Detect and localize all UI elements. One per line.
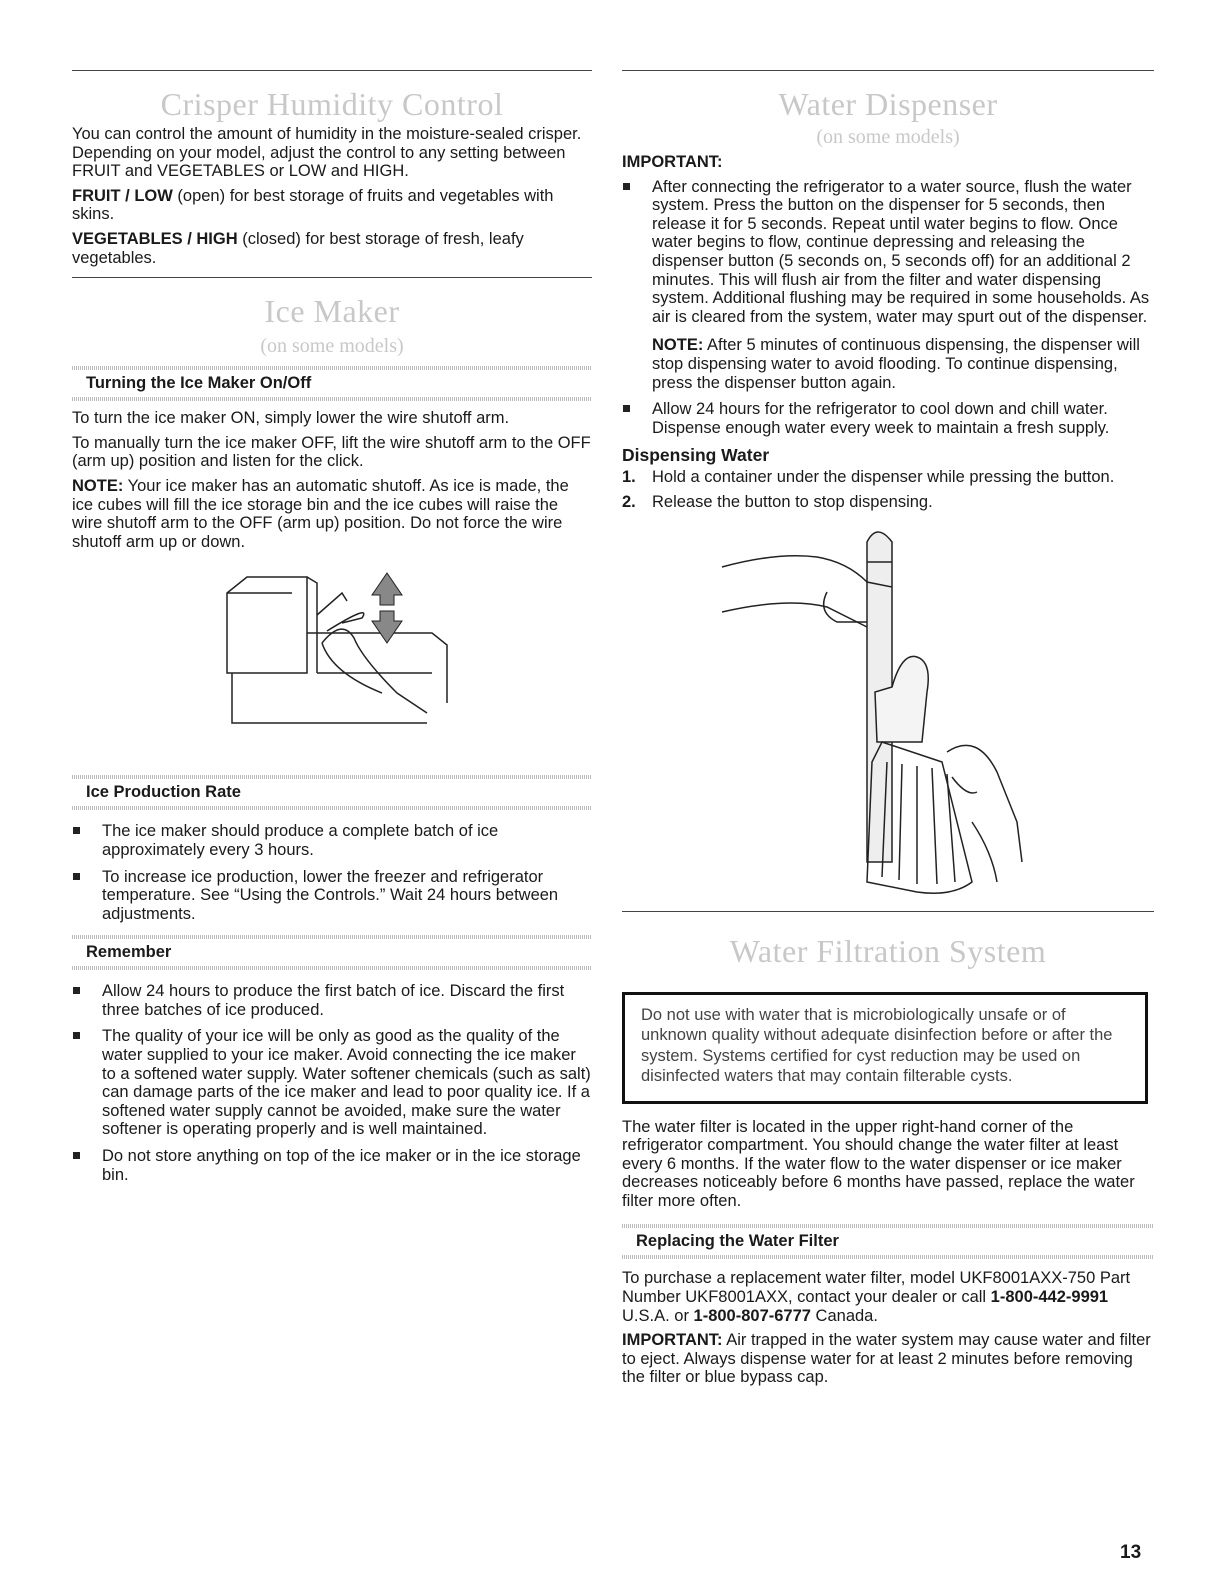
dispensing-water-heading: Dispensing Water bbox=[622, 445, 770, 466]
veg-text: (closed) for best storage of fresh, leafy vegetables. bbox=[72, 229, 524, 267]
crisper-fruit-paragraph bbox=[72, 187, 592, 224]
important-label: IMPORTANT: bbox=[622, 1331, 723, 1350]
phone-us: 1-800-442-9991 bbox=[990, 1288, 1109, 1307]
fruit-label: FRUIT / LOW bbox=[72, 186, 173, 205]
step-number: 2. bbox=[622, 492, 636, 511]
step-number: 1. bbox=[622, 468, 636, 487]
veg-label: VEGETABLES / HIGH bbox=[72, 229, 238, 248]
rate-heading: Ice Production Rate bbox=[72, 775, 592, 810]
onoff-heading: Turning the Ice Maker On/Off bbox=[72, 366, 592, 401]
phone-canada: 1-800-807-6777 bbox=[693, 1306, 811, 1325]
crisper-intro: You can control the amount of humidity in the moisture-sealed crisper. Depending on your model, adjust the control to any setting between FRUIT and VEGETABLES or LOW and HIGH. bbox=[72, 125, 582, 181]
purchase-paragraph bbox=[622, 1269, 1154, 1325]
section-rule bbox=[72, 277, 592, 278]
ice-maker-title: Ice Maker bbox=[264, 293, 400, 330]
section-rule bbox=[622, 70, 1154, 71]
water-dispenser-subtitle: (on some models) bbox=[816, 126, 960, 148]
list-item: Allow 24 hours for the refrigerator to cool down and chill water. Dispense enough water every week to maintain a fresh supply. bbox=[622, 400, 1154, 437]
dispensing-steps bbox=[622, 468, 1154, 511]
important-label: IMPORTANT: bbox=[622, 153, 723, 171]
page-number: 13 bbox=[1120, 1542, 1142, 1563]
note-label: NOTE: bbox=[72, 476, 124, 495]
dispenser-illustration bbox=[717, 522, 1057, 897]
flush-instructions: After connecting the refrigerator to a water source, flush the water system. Press the button on the dispenser for 5 seconds, then release it for 5 seconds. Repeat until water begins to flow. Once water begins to flow, continue depressing and releasing the dispenser button (5 seconds on, 5 seconds off) for an additional 2 minutes. This will flush air from the filter and water dispensing system. Additional flushing may be required in some households. As air is cleared from the system, water may spurt out of the dispenser. bbox=[652, 177, 1150, 326]
fruit-text: (open) for best storage of fruits and vegetables with skins. bbox=[72, 186, 554, 224]
ice-maker-note bbox=[72, 477, 592, 551]
step-text: Release the button to stop dispensing. bbox=[652, 492, 933, 511]
list-item bbox=[622, 178, 1154, 393]
section-rule bbox=[622, 911, 1154, 912]
onoff-paragraph-1: To turn the ice maker ON, simply lower the wire shutoff arm. bbox=[72, 409, 510, 428]
warning-box: Do not use with water that is microbiologically unsafe or of unknown quality without adequate disinfection before or after the system. Systems certified for cyst reduction may be used on disinfected waters that may contain filterable cysts. bbox=[622, 992, 1148, 1104]
list-item: The ice maker should produce a complete batch of ice approximately every 3 hours. bbox=[72, 822, 592, 859]
list-item: The quality of your ice will be only as good as the quality of the water supplied to your ice maker. Avoid connecting the ice maker to a softened water supply. Water softener chemicals (such as salt) can damage parts of the ice maker and lead to poor quality ice. If a softened water supply cannot be avoided, make sure the water softener is operating properly and is well maintained. bbox=[72, 1027, 592, 1139]
purchase-text: U.S.A. or bbox=[622, 1306, 694, 1325]
note-label: NOTE: bbox=[652, 336, 704, 355]
step-text: Hold a container under the dispenser while pressing the button. bbox=[652, 468, 1115, 487]
step-item bbox=[622, 468, 1154, 487]
note-text: After 5 minutes of continuous dispensing, the dispenser will stop dispensing water to avoid flooding. To continue dispensing, press the dispenser button again. bbox=[652, 336, 1140, 392]
purchase-text: Canada. bbox=[810, 1306, 878, 1325]
list-item: Do not store anything on top of the ice maker or in the ice storage bin. bbox=[72, 1147, 592, 1184]
onoff-paragraph-2: To manually turn the ice maker OFF, lift the wire shutoff arm to the OFF (arm up) position and listen for the click. bbox=[72, 433, 591, 471]
crisper-veg-paragraph bbox=[72, 230, 592, 267]
important-text: Air trapped in the water system may cause water and filter to eject. Always dispense water for at least 2 minutes before removing the filter or blue bypass cap. bbox=[622, 1331, 1151, 1387]
rate-list bbox=[72, 822, 592, 923]
list-item: Allow 24 hours to produce the first batch of ice. Discard the first three batches of ice produced. bbox=[72, 982, 592, 1019]
dispenser-list bbox=[622, 178, 1154, 438]
remember-list bbox=[72, 982, 592, 1184]
remember-heading: Remember bbox=[72, 935, 592, 970]
filter-important-paragraph bbox=[622, 1331, 1154, 1387]
right-column bbox=[622, 70, 1154, 1393]
dispenser-note bbox=[652, 336, 1154, 392]
replacing-filter-heading: Replacing the Water Filter bbox=[622, 1224, 1154, 1259]
filter-location-paragraph: The water filter is located in the upper right-hand corner of the refrigerator compartment. You should change the water filter at least every 6 months. If the water flow to the water dispenser or ice maker decreases noticeably before 6 months have passed, replace the water filter more often. bbox=[622, 1117, 1135, 1210]
section-rule bbox=[72, 70, 592, 71]
note-text: Your ice maker has an automatic shutoff. As ice is made, the ice cubes will fill the ice storage bin and the ice cubes will raise the wire shutoff arm to the OFF (arm up) position. Do not force the wire shutoff arm up or down. bbox=[72, 476, 569, 551]
water-filtration-title: Water Filtration System bbox=[729, 932, 1047, 969]
ice-maker-illustration bbox=[222, 563, 462, 753]
left-column bbox=[72, 70, 592, 1192]
list-item: To increase ice production, lower the freezer and refrigerator temperature. See “Using the Controls.” Wait 24 hours between adjustments. bbox=[72, 868, 592, 924]
step-item bbox=[622, 493, 1154, 512]
ice-maker-subtitle: (on some models) bbox=[260, 335, 404, 358]
crisper-title: Crisper Humidity Control bbox=[160, 86, 504, 122]
purchase-text: To purchase a replacement water filter, model UKF8001AXX-750 Part Number UKF8001AXX, contact your dealer or call bbox=[622, 1269, 1131, 1307]
water-dispenser-title: Water Dispenser bbox=[778, 86, 998, 122]
